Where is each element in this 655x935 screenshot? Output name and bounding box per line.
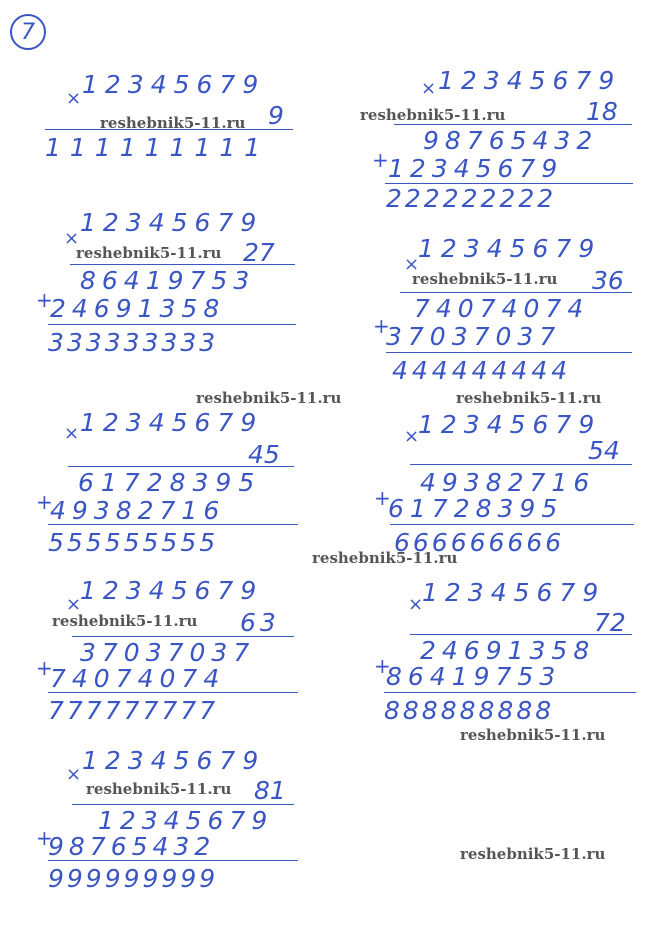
- watermark: reshebnik5-11.ru: [100, 114, 246, 132]
- multiplier: 81: [254, 776, 286, 805]
- multiply-line: [400, 292, 632, 293]
- multiplicand: 12345679: [80, 408, 264, 437]
- watermark: reshebnik5-11.ru: [86, 780, 232, 798]
- result: 333333333: [48, 328, 219, 357]
- multiplier: 45: [248, 440, 280, 469]
- partial-product-1: 24691358: [420, 636, 596, 665]
- result-line: [390, 524, 634, 525]
- plus-sign: +: [36, 826, 53, 850]
- multiplicand: 12345679: [418, 234, 602, 263]
- partial-product-1: 49382716: [420, 468, 596, 497]
- result-line: [48, 524, 298, 525]
- multiplier: 72: [594, 608, 626, 637]
- partial-product-1: 74074074: [414, 294, 590, 323]
- multiply-sign: ×: [66, 764, 82, 785]
- task-number: 7: [21, 19, 35, 45]
- multiply-line: [394, 124, 632, 125]
- multiply-line: [410, 464, 632, 465]
- partial-product-2: 12345679: [388, 154, 564, 183]
- result-line: [48, 692, 298, 693]
- partial-product-2: 86419753: [386, 662, 562, 691]
- partial-product-2: 98765432: [48, 832, 216, 861]
- result: 222222222: [386, 184, 557, 213]
- multiply-sign: ×: [408, 594, 424, 615]
- multiplicand: 12345679: [82, 70, 266, 99]
- multiply-line: [72, 636, 294, 637]
- multiplicand: 12345679: [80, 208, 264, 237]
- multiplicand: 12345679: [422, 578, 606, 607]
- watermark: reshebnik5-11.ru: [456, 389, 602, 407]
- result: 111111111: [45, 133, 270, 162]
- plus-sign: +: [372, 148, 389, 172]
- result-line: [384, 692, 636, 693]
- multiply-sign: ×: [404, 426, 420, 447]
- partial-product-2: 74074074: [50, 664, 226, 693]
- multiply-sign: ×: [66, 594, 82, 615]
- result: 777777777: [48, 696, 219, 725]
- result: 444444444: [392, 356, 572, 385]
- multiplier: 36: [592, 266, 624, 295]
- multiply-sign: ×: [64, 423, 80, 444]
- partial-product-1: 61728395: [78, 468, 262, 497]
- multiply-sign: ×: [421, 78, 437, 99]
- multiply-line: [410, 634, 632, 635]
- plus-sign: +: [36, 490, 53, 514]
- plus-sign: +: [36, 288, 53, 312]
- multiply-line: [70, 264, 295, 265]
- multiply-line: [72, 804, 294, 805]
- watermark: reshebnik5-11.ru: [412, 270, 558, 288]
- watermark: reshebnik5-11.ru: [76, 244, 222, 262]
- multiplicand: 12345679: [418, 410, 602, 439]
- watermark: reshebnik5-11.ru: [360, 106, 506, 124]
- multiplier: 63: [240, 608, 280, 637]
- watermark: reshebnik5-11.ru: [312, 549, 458, 567]
- plus-sign: +: [374, 486, 391, 510]
- plus-sign: +: [36, 656, 53, 680]
- partial-product-1: 86419753: [80, 266, 256, 295]
- plus-sign: +: [373, 314, 390, 338]
- partial-product-2: 49382716: [50, 496, 226, 525]
- watermark: reshebnik5-11.ru: [196, 389, 342, 407]
- multiplier: 54: [588, 436, 620, 465]
- result-line: [386, 352, 632, 353]
- result: 999999999: [48, 864, 219, 893]
- multiplier: 18: [586, 97, 618, 126]
- watermark: reshebnik5-11.ru: [52, 612, 198, 630]
- result: 666666666: [394, 528, 565, 557]
- multiply-sign: ×: [66, 88, 82, 109]
- partial-product-1: 37037037: [80, 638, 256, 667]
- task-number-badge: [10, 14, 46, 50]
- multiply-sign: ×: [64, 228, 80, 249]
- watermark: reshebnik5-11.ru: [460, 726, 606, 744]
- result-line: [48, 860, 298, 861]
- plus-sign: +: [374, 654, 391, 678]
- multiplicand: 12345679: [80, 576, 264, 605]
- watermark: reshebnik5-11.ru: [460, 845, 606, 863]
- multiplicand: 12345679: [438, 66, 622, 95]
- multiplicand: 12345679: [82, 746, 266, 775]
- multiply-sign: ×: [404, 254, 420, 275]
- result-line: [48, 324, 296, 325]
- multiplier: 27: [243, 238, 275, 267]
- partial-product-2: 61728395: [388, 494, 564, 523]
- result: 888888888: [384, 696, 555, 725]
- partial-product-1: 98765432: [423, 126, 599, 155]
- partial-product-1: 12345679: [98, 806, 274, 835]
- multiplier: 9: [268, 101, 284, 130]
- result: 555555555: [48, 528, 219, 557]
- partial-product-2: 37037037: [386, 322, 562, 351]
- partial-product-2: 24691358: [50, 294, 226, 323]
- multiply-line: [68, 466, 294, 467]
